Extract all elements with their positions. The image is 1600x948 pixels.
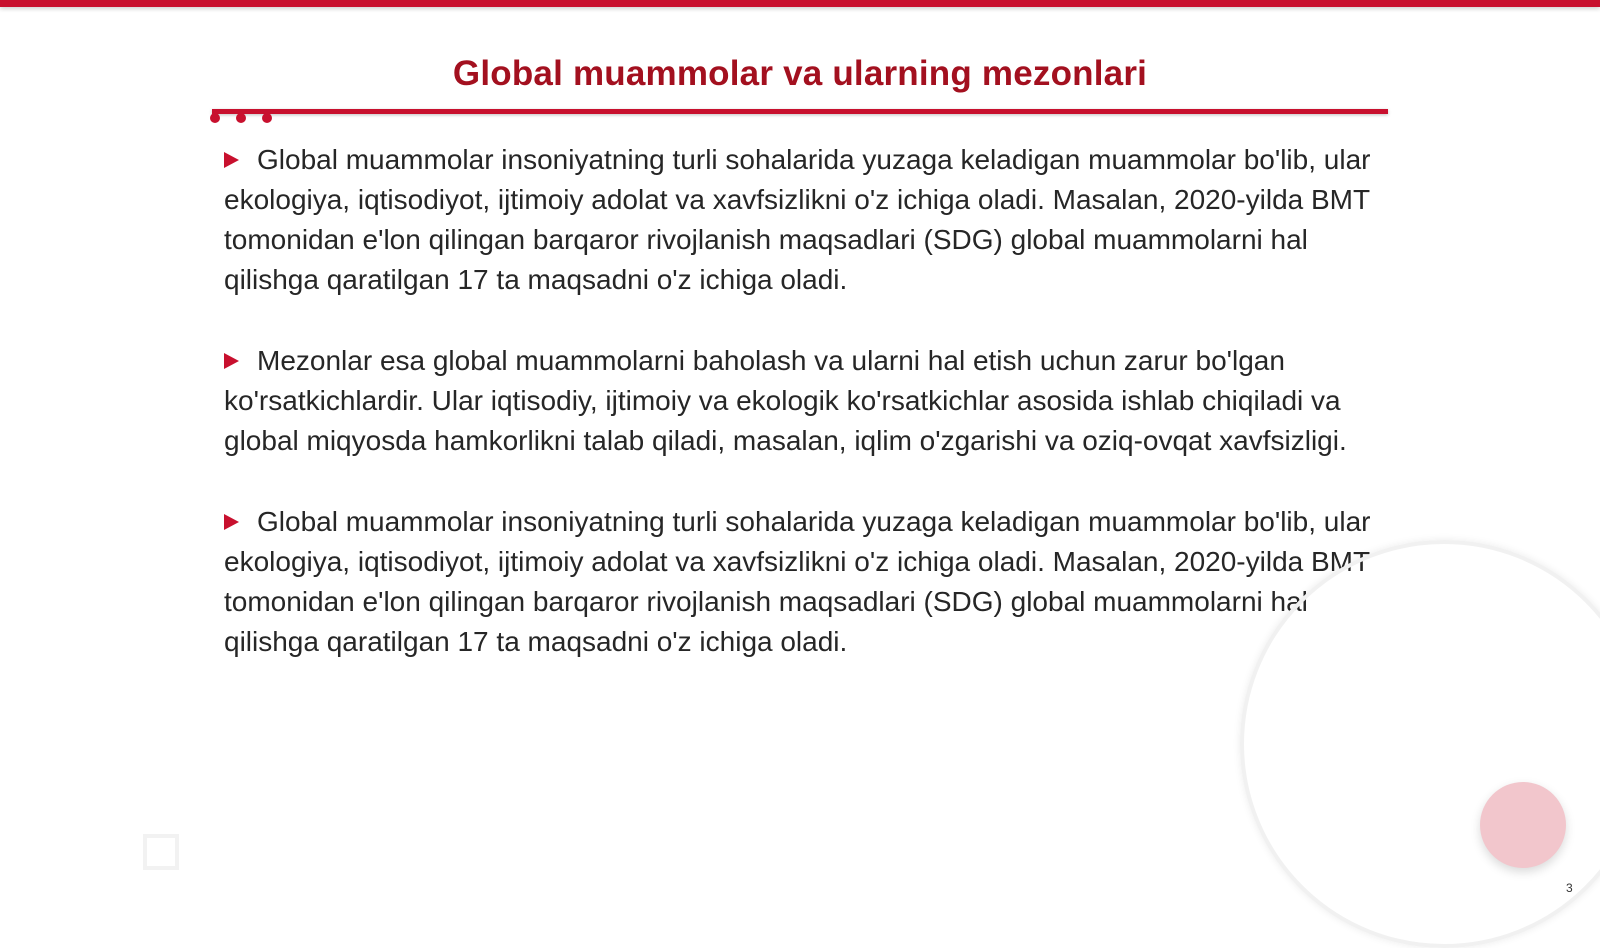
- bullet-paragraph: [224, 502, 1374, 662]
- slide-title: Global muammolar va ularning mezonlari: [452, 54, 1148, 93]
- bullet-text: Global muammolar insoniyatning turli sohalarida yuzaga keladigan muammolar bo'lib, ular ekologiya, iqtisodiyot, ijtimoiy adolat va xavfsizlikni o'z ichiga oladi. Masalan, 2020-yilda BMT tomonidan e'lon qilingan barqaror rivojlanish maqsadlari (SDG) global muammolarni hal qilishga qaratilgan 17 ta maqsadni o'z ichiga oladi.: [224, 144, 1371, 295]
- underline-dot: [236, 113, 246, 123]
- slide-body: [224, 140, 1374, 703]
- decorative-pink-circle: [1480, 782, 1566, 868]
- page-number: 3: [1566, 881, 1573, 895]
- right-triangle-icon: [224, 353, 239, 369]
- underline-dot: [262, 113, 272, 123]
- bullet-text: Mezonlar esa global muammolarni baholash va ularni hal etish uchun zarur bo'lgan ko'rsatkichlardir. Ular iqtisodiy, ijtimoiy va ekologik ko'rsatkichlar asosida ishlab chiqiladi va global miqyosda hamkorlikni talab qiladi, masalan, iqlim o'zgarishi va oziq-ovqat xavfsizligi.: [224, 345, 1347, 456]
- underline-dot: [210, 113, 220, 123]
- top-accent-bar: [0, 0, 1600, 7]
- bullet-paragraph: [224, 341, 1374, 461]
- title-underline: [212, 109, 1388, 114]
- bullet-text: Global muammolar insoniyatning turli sohalarida yuzaga keladigan muammolar bo'lib, ular ekologiya, iqtisodiyot, ijtimoiy adolat va xavfsizlikni o'z ichiga oladi. Masalan, 2020-yilda BMT tomonidan e'lon qilingan barqaror rivojlanish maqsadlari (SDG) global muammolarni hal qilishga qaratilgan 17 ta maqsadni o'z ichiga oladi.: [224, 506, 1371, 657]
- decorative-square: [143, 834, 179, 870]
- bullet-paragraph: [224, 140, 1374, 300]
- right-triangle-icon: [224, 514, 239, 530]
- right-triangle-icon: [224, 152, 239, 168]
